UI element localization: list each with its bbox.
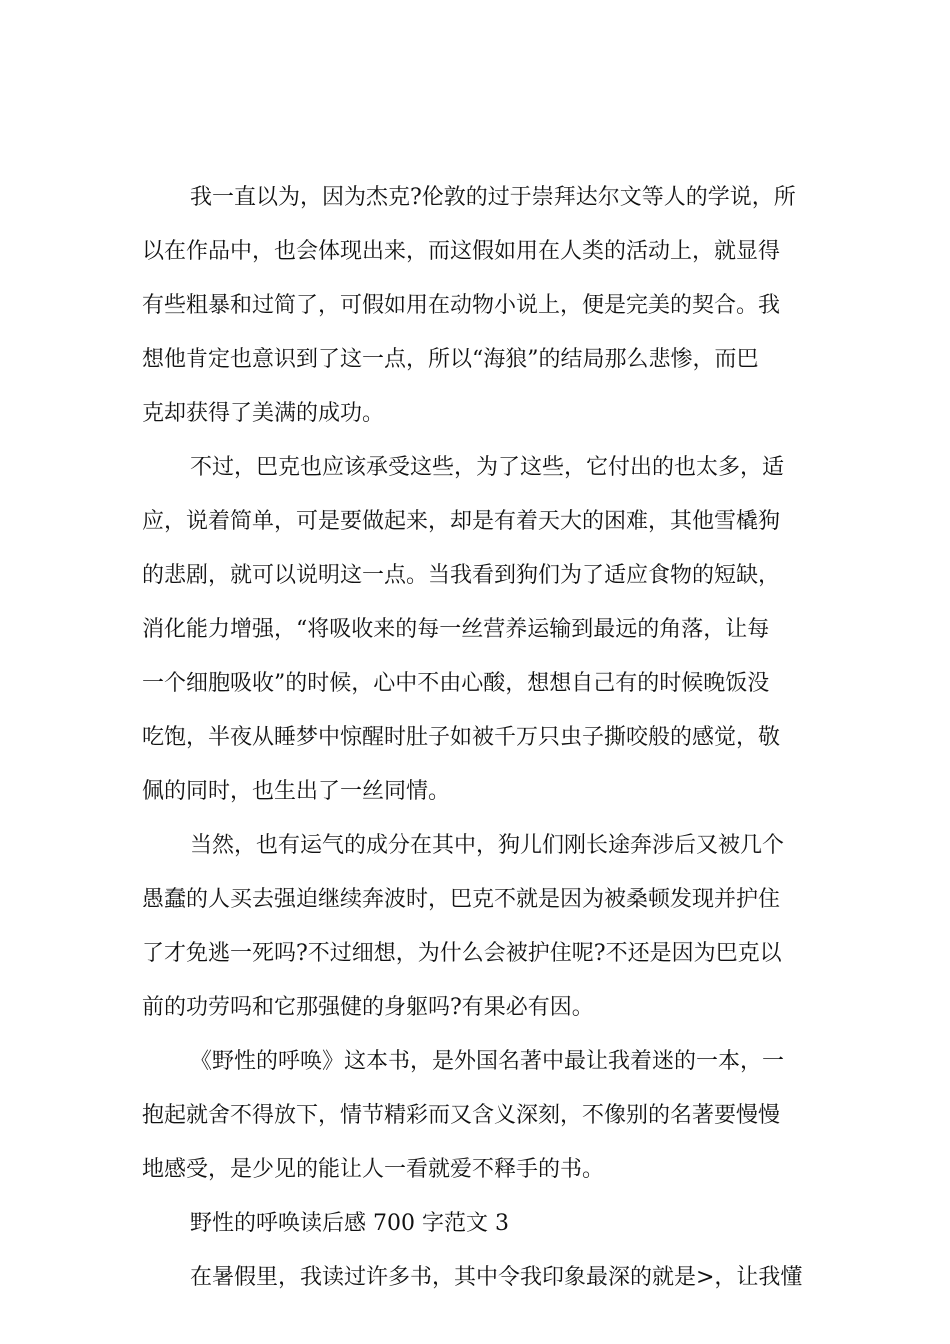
paragraph-2-line-1: 不过，巴克也应该承受这些，为了这些，它付出的也太多，适 [190, 455, 785, 480]
paragraph-4-line-2: 抱起就舍不得放下，情节精彩而又含义深刻，不像别的名著要慢慢 [142, 1103, 781, 1128]
paragraph-3-line-3: 了才免逃一死吗?不过细想，为什么会被护住呢?不还是因为巴克以 [142, 941, 782, 966]
paragraph-2-line-6: 吃饱，半夜从睡梦中惊醒时肚子如被千万只虫子撕咬般的感觉，敬 [142, 725, 781, 750]
paragraph-1-line-5: 克却获得了美满的成功。 [142, 401, 385, 426]
paragraph-1-line-1: 我一直以为，因为杰克?伦敦的过于崇拜达尔文等人的学说，所 [190, 185, 796, 210]
paragraph-3-line-2: 愚蠢的人买去强迫继续奔波时，巴克不就是因为被桑顿发现并护住 [142, 887, 781, 912]
paragraph-5-line-1: 在暑假里，我读过许多书，其中令我印象最深的就是>，让我懂 [190, 1265, 803, 1290]
paragraph-3-line-4: 前的功劳吗和它那强健的身躯吗?有果必有因。 [142, 995, 594, 1020]
paragraph-4-line-3: 地感受，是少见的能让人一看就爱不释手的书。 [142, 1157, 605, 1182]
paragraph-2-line-4: 消化能力增强，“将吸收来的每一丝营养运输到最远的角落，让每 [142, 617, 770, 642]
section-heading: 野性的呼唤读后感 700 字范文 3 [190, 1211, 509, 1236]
paragraph-2-line-5: 一个细胞吸收”的时候，心中不由心酸，想想自己有的时候晚饭没 [142, 671, 770, 696]
paragraph-2-line-2: 应，说着简单，可是要做起来，却是有着天大的困难，其他雪橇狗 [142, 509, 781, 534]
paragraph-1-line-3: 有些粗暴和过简了，可假如用在动物小说上，便是完美的契合。我 [142, 293, 781, 318]
paragraph-1-line-4: 想他肯定也意识到了这一点，所以“海狼”的结局那么悲惨，而巴 [142, 347, 759, 372]
paragraph-3-line-1: 当然，也有运气的成分在其中，狗儿们刚长途奔涉后又被几个 [190, 833, 785, 858]
paragraph-2-line-3: 的悲剧，就可以说明这一点。当我看到狗们为了适应食物的短缺， [142, 563, 781, 588]
paragraph-4-line-1: 《野性的呼唤》这本书，是外国名著中最让我着迷的一本，一 [190, 1049, 785, 1074]
paragraph-2-line-7: 佩的同时，也生出了一丝同情。 [142, 779, 451, 804]
paragraph-1-line-2: 以在作品中，也会体现出来，而这假如用在人类的活动上，就显得 [142, 239, 781, 264]
